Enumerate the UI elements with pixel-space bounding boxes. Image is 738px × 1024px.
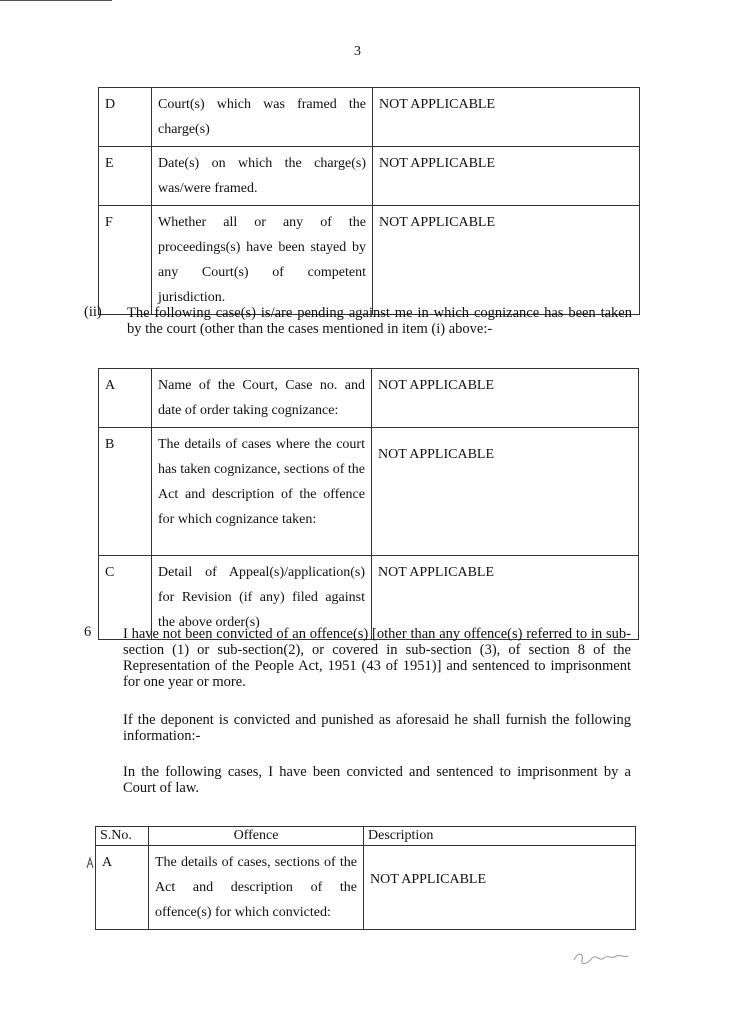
row-label: E — [99, 147, 152, 206]
row-value: NOT APPLICABLE — [372, 369, 639, 428]
row-value: NOT APPLICABLE — [372, 556, 639, 640]
row-label: C — [99, 556, 152, 640]
table-row — [99, 88, 640, 147]
paragraph: In the following cases, I have been convicted and sentenced to imprisonment by a Court of law. — [123, 764, 631, 796]
row-description: Detail of Appeal(s)/application(s) for Revision (if any) filed against the above order(s) — [152, 556, 372, 640]
row-label: A — [99, 369, 152, 428]
column-header: S.No. — [96, 827, 149, 846]
row-label: A — [96, 846, 149, 930]
table-header-row — [96, 827, 636, 846]
row-label: F — [99, 206, 152, 315]
pending-charges-table — [98, 87, 640, 315]
table-row — [99, 147, 640, 206]
row-description: Name of the Court, Case no. and date of order taking cognizance: — [152, 369, 372, 428]
row-value: NOT APPLICABLE — [373, 88, 640, 147]
paragraph: If the deponent is convicted and punished as aforesaid he shall furnish the following information:- — [123, 712, 631, 744]
paragraph: I have not been convicted of an offence(s) [other than any offence(s) referred to in sub-section (1) or sub-section(2), or covered in sub-section (3), of section 8 of the Representation of the People Act, 1951 (43 of 1951)] and sentenced to imprisonment for one year or more. — [123, 626, 631, 690]
row-description: Whether all or any of the proceedings(s) have been stayed by any Court(s) of competent jurisdiction. — [152, 206, 373, 315]
cognizance-cases-table — [98, 368, 639, 640]
row-description: Court(s) which was framed the charge(s) — [152, 88, 373, 147]
convictions-table — [95, 826, 636, 930]
table-row — [99, 369, 639, 428]
handwritten-signature — [570, 948, 630, 970]
table-row — [99, 428, 639, 556]
row-value: NOT APPLICABLE — [373, 147, 640, 206]
table-row — [96, 846, 636, 930]
page-number: 3 — [354, 44, 361, 59]
item-number: 6 — [84, 624, 92, 640]
row-label: B — [99, 428, 152, 556]
row-value: NOT APPLICABLE — [364, 846, 636, 930]
item-text: The following case(s) is/are pending against me in which cognizance has been taken by the court (other than the cases mentioned in item (i) above:- — [127, 305, 632, 337]
margin-mark — [85, 856, 95, 870]
row-description: The details of cases where the court has taken cognizance, sections of the Act and description of the offence for which cognizance taken: — [152, 428, 372, 556]
row-value: NOT APPLICABLE — [372, 428, 639, 556]
table-row — [99, 206, 640, 315]
row-description: Date(s) on which the charge(s) was/were framed. — [152, 147, 373, 206]
row-label: D — [99, 88, 152, 147]
row-value: NOT APPLICABLE — [373, 206, 640, 315]
top-rule — [0, 0, 112, 1]
row-description: The details of cases, sections of the Act and description of the offence(s) for which convicted: — [149, 846, 364, 930]
column-header: Description — [364, 827, 636, 846]
column-header: Offence — [149, 827, 364, 846]
item-number: (ii) — [84, 304, 102, 320]
